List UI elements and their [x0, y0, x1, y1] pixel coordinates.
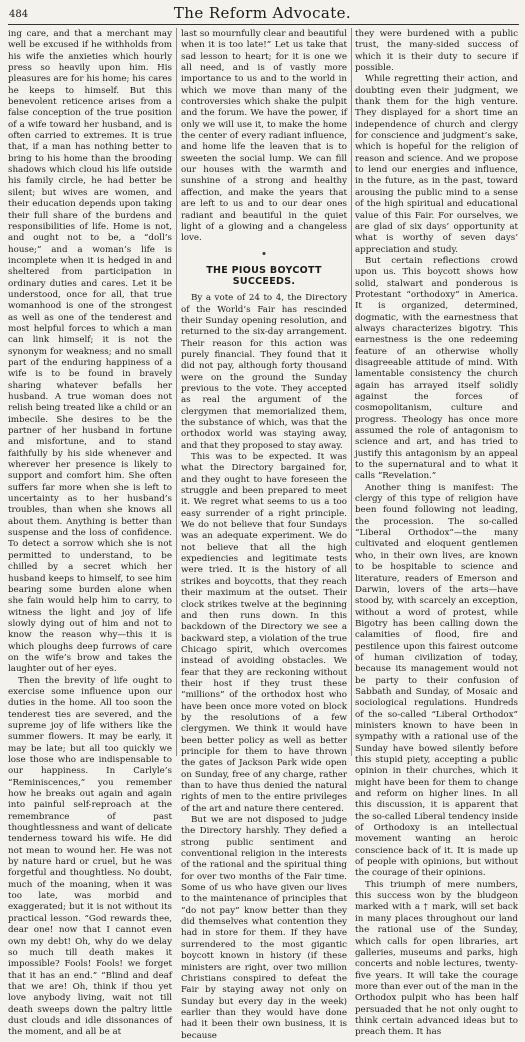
- page-number: 484: [9, 9, 29, 20]
- paragraph: they were burdened with a public trust, the many-sided success of which it is their duty to secure if possible.: [355, 29, 518, 74]
- paragraph: ing care, and that a merchant may well be excused if he withholds from his wife the anxieties which hourly press so heavily upon him. His pleasures are for his home; his cares he keeps to himself. But this benevolent reticence arises from a false conception of the true position of a wife toward her husband, and is often carried to extremes. It is true that, if a man has nothing better to bring to his home than the brooding shadows which cloud his life outside his family circle, he had better be silent; but wives are women, and their education depends upon taking their full share of the burdens and responsibilities of life. Home is not, and ought not to be, a “doll’s house;” and a woman’s life is incomplete when it is hedged in and sheltered from participation in ordinary duties and cares. Let it be understood, once for all, that true womanhood is one of the strongest as well as one of the tenderest and most helpful forces to which a man can link himself; it is not the synonym for weakness; and no small part of the enduring happiness of a wife is to be found in bravely sharing whatever befalls her husband. A true woman does not relish being treated like a child or an imbecile. She desires to be the partner of her husband in fortune and misfortune, and to stand faithfully by his side whenever and wherever her presence is likely to support and comfort him. She often suffers far more when she is left to uncertainty as to her husband’s troubles, than when she knows all about them. Anything is better than suspense and the loss of confidence. To detect a sorrow which she is not permitted to understand, to be chilled by a secret which her husband keeps to himself, to see him bearing some burden alone when she fain would help him to carry, to witness the light and joy of life slowly dying out of him and not to know the reason why—this it is which ploughs deep furrows of care on the wife’s brow and takes the laughter out of her eyes.: [8, 29, 172, 675]
- paragraph: Another thing is manifest: The clergy of this type of religion have been found following not leading, the procession. The so-called “Liberal Orthodox”—the many cultivated and eloquent gentlemen who, in their own lives, are known to be hospitable to science and literature, readers of Emerson and Darwin, lovers of the arts—have stood by, with scarcely an exception, without a word of protest, while Bigotry has been calling down the calamities of flood, fire and pestilence upon this fairest outcome of human civilization of today, because its management would not be party to their confusion of Sabbath and Sunday, of Mosaic and sociological regulations. Hundreds of the so-called “Liberal Orthodox” ministers known to have been in sympathy with a rational use of the Sunday have bowed silently before this stupid piety, accepting a public opinion in their churches, which it might have been for them to change and reform on higher lines. In all this discussion, it is apparent that the so-called Liberal tendency inside of Orthodoxy is an intellectual movement wanting an heroic conscience back of it. It is made up of people with opinions, but without the courage of their opinions.: [355, 482, 518, 879]
- paragraph: But certain reflections crowd upon us. This boycott shows how solid, stalwart and ponderous is Protestant “orthodoxy” in America. It is organized, determined, dogmatic, with the earnestness that always characterizes bigotry. This earnestness is the one redeeming feature of an otherwise wholly disagreeable attitude of mind. With lamentable consistency the church again has arrayed itself solidly against the forces of cosmopolitanism, culture and progress. Theology has once more assumed the role of antagonism to science and art, and has tried to justify this antagonism by an appeal to the supernatural and to what it calls “Revelation.”: [355, 255, 518, 482]
- paragraph: last so mournfully clear and beautiful when it is too late!” Let us take that sad lesson to heart; for it is one we all need, and is of vastly more importance to us and to the world in which we move than many of the controversies which shake the pulpit and the forum. We have the power, if only we will use it, to make the home the center of every radiant influence, and home life the leaven that is to sweeten the social lump. We can fill our houses with the warmth and sunshine of a strong and healthy affection, and make the years that are left to us and to our dear ones radiant and beautiful in the quiet light of a glowing and a changeless love.: [181, 29, 347, 244]
- section-divider: [181, 249, 347, 257]
- article-headline: THE PIOUS BOYCOTT SUCCEEDS.: [206, 264, 322, 287]
- column-divider: [176, 28, 177, 756]
- text-column-right: [355, 29, 518, 1038]
- masthead-title: The Reform Advocate.: [173, 4, 352, 22]
- masthead-rule: [8, 24, 519, 25]
- paragraph: But we are not disposed to judge the Directory harshly. They defied a strong public sentiment and conventional religion in the interests of the rational and the spiritual thing for over two months of the Fair time. Some of us who have given our lives to the maintenance of principles that “do not pay” know better than they did themselves what contention they had in store for them. If they have surrendered to the most gigantic boycott known in history (if these ministers are right, over two million Christians conspired to defeat the Fair by staying away not only on Sunday but every day in the week) earlier than they would have done had it been their own business, it is because: [181, 815, 347, 1041]
- paragraph: This triumph of mere numbers, this success won by the bludgeon marked with a † mark, will set back in many places throughout our land the rational use of the Sunday, which calls for open libraries, art galleries, museums and parks, high concerts and noble lectures, twenty-five years. It will take the courage more than ever out of the man in the Orthodox pulpit who has been half persuaded that he not only ought to think certain advanced ideas but to preach them. It has: [355, 879, 518, 1038]
- paragraph: This was to be expected. It was what the Directory bargained for, and they ought to have foreseen the struggle and been prepared to meet it. We regret what seems to us a too easy surrender of a right principle. We do not believe that four Sundays was an adequate experiment. We do not believe that all the high expediencies and legitimate tests were tried. It is the history of all strikes and boycotts, that they reach their maximum at the outset. Their clock strikes twelve at the beginning and then runs down. In this backdown of the Directory we see a backward step, a violation of the true Chicago spirit, which overcomes instead of avoiding obstacles. We fear that they are reckoning without their host if they trust these “millions” of the orthodox host who have been once more voted on block by the resolutions of a few clergymen. We think it would have been better policy as well as better principle for them to have thrown the gates of Jackson Park wide open on Sunday, free of any charge, rather than to have thus denied the natural rights of men to the entire privileges of the art and nature there centered.: [181, 452, 347, 814]
- paragraph: By a vote of 24 to 4, the Directory of the World’s Fair has rescinded their Sunday opening resolution, and returned to the six-day arrangement. Their reason for this action was purely financial. They found that it did not pay, although forty thousand were on the ground the Sunday previous to the vote. They accepted as real the argument of the clergymen that memorialized them, the substance of which, was that the orthodox world was staying away, and that they proposed to stay away.: [181, 293, 347, 451]
- paragraph: While regretting their action, and doubting even their judgment, we thank them for the high venture. They displayed for a short time an independence of church and clergy for conscience and judgment’s sake, which is hopeful for the religion of reason and science. And we propose to lend our energies and influence, in the future, as in the past, toward arousing the public mind to a sense of the high spiritual and educational value of this Fair. For ourselves, we are glad of six days’ opportunity at what is worthy of seven days’ appreciation and study.: [355, 74, 518, 255]
- paragraph: Then the brevity of life ought to exercise some influence upon our duties in the home. All too soon the tenderest ties are severed, and the supreme joy of life withers like the summer flowers. It may be early, it may be late; but all too quickly we lose those who are indispensable to our happiness. In Carlyle’s “Reminiscences,” you remember how he breaks out again and again into painful self-reproach at the remembrance of past thoughtlessness and want of delicate tenderness toward his wife. He did not mean to wound her. He was not by nature hard or cruel, but he was forgetful and thoughtless. No doubt, much of the moaning, when it was too late, was morbid and exaggerated; but it is not without its practical lesson. “God rewards thee, dear one! now that I cannot even own my debt! Oh, why do we delay so much till death makes it impossible? Fools! Fools! we forget that it has an end.” “Blind and deaf that we are! Oh, think if thou yet love anybody living, wait not till death sweeps down the paltry little dust clouds and idle dissonances of the moment, and all be at: [8, 675, 172, 1038]
- column-divider: [351, 28, 352, 756]
- text-column-middle: [181, 29, 347, 1041]
- text-column-left: [8, 29, 172, 1038]
